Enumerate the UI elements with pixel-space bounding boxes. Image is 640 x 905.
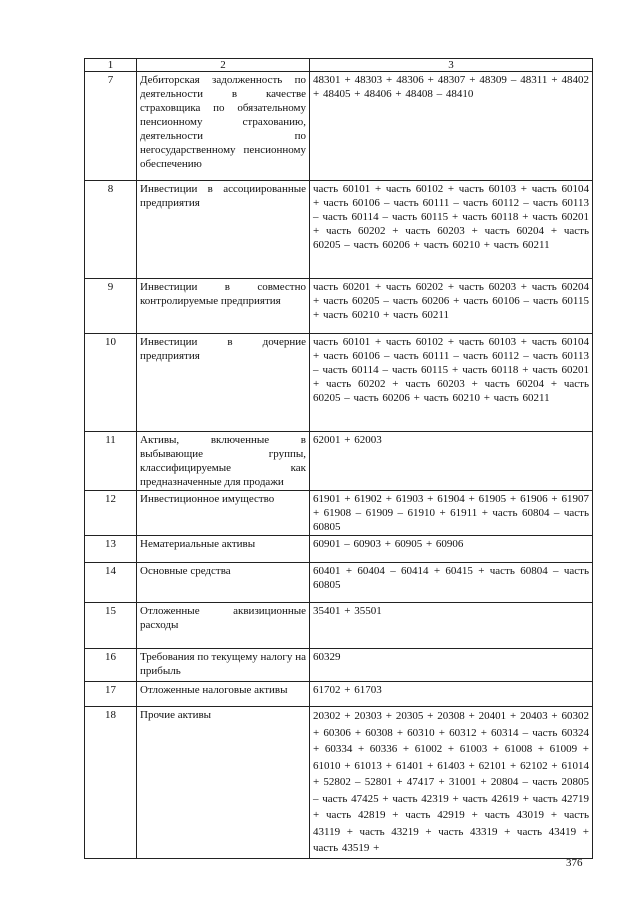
row-formula: 60401 + 60404 – 60414 + 60415 + часть 60804 – часть 60805 bbox=[310, 563, 593, 603]
row-formula: 62001 + 62003 bbox=[310, 432, 593, 491]
header-col-2: 2 bbox=[137, 59, 310, 72]
row-number: 15 bbox=[85, 603, 137, 649]
row-formula: 60901 – 60903 + 60905 + 60906 bbox=[310, 536, 593, 563]
table-row bbox=[85, 432, 593, 491]
row-formula: 61901 + 61902 + 61903 + 61904 + 61905 + 61906 + 61907 + 61908 – 61909 – 61910 + 61911 + часть 60804 – часть 60805 bbox=[310, 491, 593, 536]
row-name: Активы, включенные в выбывающие группы, классифицируемые как предназначенные для продажи bbox=[137, 432, 310, 491]
table-row bbox=[85, 682, 593, 707]
row-name: Инвестиции в совместно контролируемые предприятия bbox=[137, 279, 310, 334]
row-number: 14 bbox=[85, 563, 137, 603]
row-name: Отложенные аквизиционные расходы bbox=[137, 603, 310, 649]
row-number: 11 bbox=[85, 432, 137, 491]
row-formula: 60329 bbox=[310, 649, 593, 682]
row-name: Нематериальные активы bbox=[137, 536, 310, 563]
row-number: 10 bbox=[85, 334, 137, 432]
table-row bbox=[85, 649, 593, 682]
row-number: 9 bbox=[85, 279, 137, 334]
table-row bbox=[85, 707, 593, 859]
row-number: 17 bbox=[85, 682, 137, 707]
row-name: Дебиторская задолженность по деятельности в качестве страховщика по обязательному пенсионному страхованию, деятельности по негосударственному пенсионному обеспечению bbox=[137, 72, 310, 181]
table-row bbox=[85, 603, 593, 649]
row-number: 12 bbox=[85, 491, 137, 536]
row-number: 16 bbox=[85, 649, 137, 682]
row-name: Инвестиции в ассоциированные предприятия bbox=[137, 181, 310, 279]
page-number: 376 bbox=[566, 857, 583, 869]
row-formula: часть 60101 + часть 60102 + часть 60103 + часть 60104 + часть 60106 – часть 60111 – часть 60112 – часть 60113 – часть 60114 – часть 60115 + часть 60118 + часть 60201 + часть 60202 + часть 60203 + часть 60204 + часть 60205 – часть 60206 + часть 60210 + часть 60211 bbox=[310, 181, 593, 279]
header-col-1: 1 bbox=[85, 59, 137, 72]
table-row bbox=[85, 181, 593, 279]
row-name: Инвестиции в дочерние предприятия bbox=[137, 334, 310, 432]
accounts-table bbox=[84, 58, 593, 859]
row-number: 18 bbox=[85, 707, 137, 859]
table-row bbox=[85, 279, 593, 334]
table-row bbox=[85, 563, 593, 603]
row-number: 7 bbox=[85, 72, 137, 181]
header-col-3: 3 bbox=[310, 59, 593, 72]
row-formula: часть 60101 + часть 60102 + часть 60103 + часть 60104 + часть 60106 – часть 60111 – часть 60112 – часть 60113 – часть 60114 – часть 60115 + часть 60118 + часть 60201 + часть 60202 + часть 60203 + часть 60204 + часть 60205 – часть 60206 + часть 60210 + часть 60211 bbox=[310, 334, 593, 432]
table-row bbox=[85, 536, 593, 563]
table-row bbox=[85, 491, 593, 536]
row-number: 8 bbox=[85, 181, 137, 279]
header-row bbox=[85, 59, 593, 72]
row-name: Прочие активы bbox=[137, 707, 310, 859]
row-formula: часть 60201 + часть 60202 + часть 60203 + часть 60204 + часть 60205 – часть 60206 + часть 60106 – часть 60115 + часть 60210 + часть 60211 bbox=[310, 279, 593, 334]
row-formula: 48301 + 48303 + 48306 + 48307 + 48309 – 48311 + 48402 + 48405 + 48406 + 48408 – 48410 bbox=[310, 72, 593, 181]
row-name: Требования по текущему налогу на прибыль bbox=[137, 649, 310, 682]
row-number: 13 bbox=[85, 536, 137, 563]
row-name: Отложенные налоговые активы bbox=[137, 682, 310, 707]
table-row bbox=[85, 72, 593, 181]
row-formula: 35401 + 35501 bbox=[310, 603, 593, 649]
row-formula: 61702 + 61703 bbox=[310, 682, 593, 707]
row-name: Инвестиционное имущество bbox=[137, 491, 310, 536]
row-name: Основные средства bbox=[137, 563, 310, 603]
table-row bbox=[85, 334, 593, 432]
row-formula: 20302 + 20303 + 20305 + 20308 + 20401 + 20403 + 60302 + 60306 + 60308 + 60310 + 60312 + 60314 – часть 60324 + 60334 + 60336 + 61002 + 61003 + 61008 + 61009 + 61010 + 61013 + 61401 + 61403 + 62101 + 62102 + 61014 + 52802 – 52801 + 47417 + 31001 + 20804 – часть 20805 – часть 47425 + часть 42319 + часть 42619 + часть 42719 + часть 42819 + часть 42919 + часть 43019 + часть 43119 + часть 43219 + часть 43319 + часть 43419 + часть 43519 + bbox=[310, 707, 593, 859]
